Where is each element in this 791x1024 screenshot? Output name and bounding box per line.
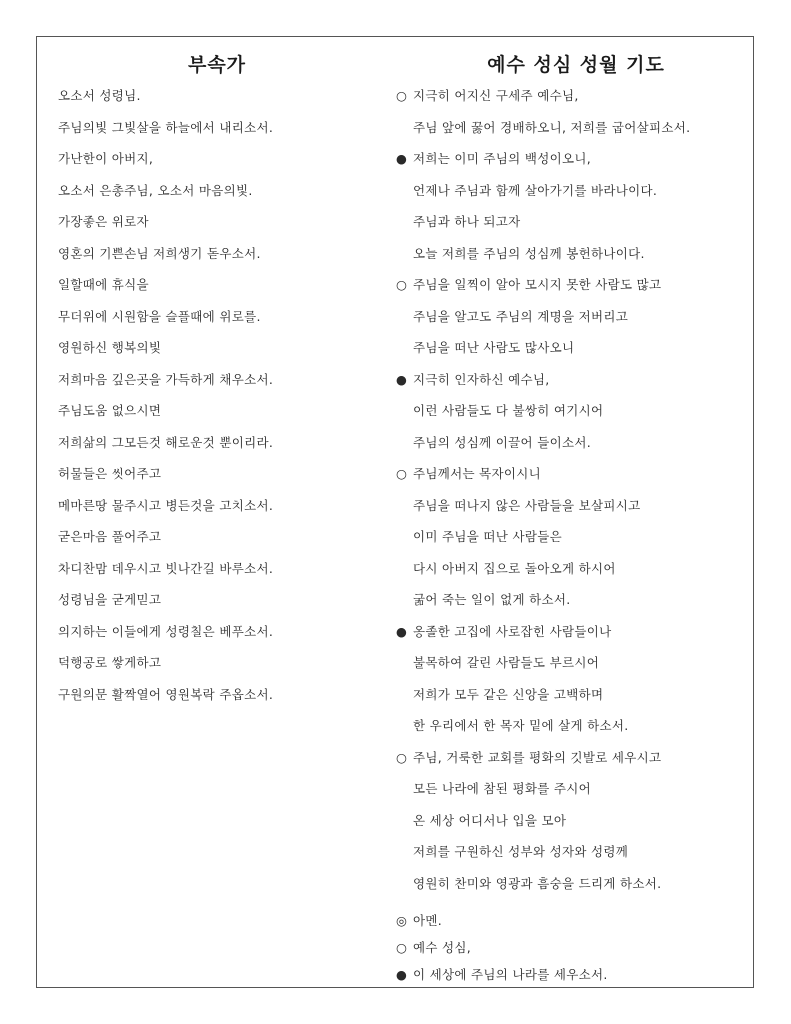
prayer-line: [396, 120, 690, 136]
hymn-line: 차디찬맘 데우시고 빗나간길 바루소서.: [58, 560, 274, 576]
prayer-line-text: 모든 나라에 참된 평화를 주시어: [413, 781, 591, 796]
prayer-line: [396, 750, 661, 766]
prayer-line: [396, 183, 657, 199]
prayer-line-text: 지극히 인자하신 예수님,: [413, 371, 550, 387]
prayer-line-text: 예수 성심,: [413, 940, 472, 955]
hymn-line: 허물들은 씻어주고: [58, 466, 162, 481]
prayer-line-text: 주님을 떠난 사람도 많사오니: [413, 340, 575, 355]
prayer-line-text: 주님 앞에 꿇어 경배하오니, 저희를 굽어살피소서.: [413, 119, 691, 135]
prayer-line-text: 오늘 저희를 주님의 성심께 봉헌하나이다.: [413, 245, 645, 261]
prayer-line: [396, 340, 574, 356]
prayer-line: [396, 655, 599, 671]
prayer-line-text: 옹졸한 고집에 사로잡힌 사람들이나: [413, 623, 612, 639]
hymn-line: 영혼의 기쁜손님 저희생기 돋우소서.: [58, 245, 261, 261]
double-circle-marker: ◎: [396, 913, 408, 928]
prayer-line: [396, 309, 628, 325]
filled-circle-marker: ●: [396, 967, 408, 982]
hymn-line: 의지하는 이들에게 성령칠은 베푸소서.: [58, 623, 274, 639]
prayer-line-text: 저희가 모두 같은 신앙을 고백하며: [413, 686, 604, 702]
prayer-line: [396, 498, 640, 514]
prayer-line-text: 주님을 떠나지 않은 사람들을 보살피시고: [413, 497, 641, 513]
filled-circle-marker: ●: [396, 623, 408, 639]
hymn-line: 가장좋은 위로자: [58, 214, 149, 229]
hymn-line: 주님의빛 그빛살을 하늘에서 내리소서.: [58, 119, 274, 135]
prayer-line: [396, 151, 591, 167]
prayer-line-text: 영원히 찬미와 영광과 흠숭을 드리게 하소서.: [413, 875, 662, 891]
prayer-line-text: 온 세상 어디서나 입을 모아: [413, 812, 567, 828]
prayer-line-text: 이미 주님을 떠난 사람들은: [413, 529, 562, 544]
hymn-line: 오소서 은총주님, 오소서 마음의빛.: [58, 182, 253, 198]
open-circle-marker: ○: [396, 940, 408, 955]
hymn-line: 주님도움 없으시면: [58, 403, 162, 418]
hymn-line: 구원의문 활짝열어 영원복락 주옵소서.: [58, 686, 274, 702]
prayer-line: [396, 781, 591, 797]
prayer-line: [396, 813, 566, 829]
open-circle-marker: ○: [396, 749, 408, 765]
hymn-line: 메마른땅 물주시고 병든것을 고치소서.: [58, 497, 274, 513]
hymn-line: 가난한이 아버지,: [58, 151, 154, 166]
prayer-line: [396, 913, 442, 929]
prayer-line-text: 저희를 구원하신 성부와 성자와 성령께: [413, 844, 629, 859]
prayer-line-text: 이런 사람들도 다 불쌍히 여기시어: [413, 403, 604, 418]
prayer-line: [396, 940, 471, 956]
filled-circle-marker: ●: [396, 151, 408, 166]
prayer-line: [396, 466, 541, 482]
hymn-line: 오소서 성령님.: [58, 88, 141, 103]
hymn-line: 영원하신 행복의빛: [58, 340, 162, 355]
prayer-line: [396, 372, 550, 388]
prayer-line-text: 언제나 주님과 함께 살아가기를 바라나이다.: [413, 182, 658, 198]
prayer-line: [396, 529, 562, 545]
hymn-line: 성령님을 굳게믿고: [58, 592, 162, 607]
open-circle-marker: ○: [396, 466, 408, 481]
prayer-line: [396, 967, 608, 983]
prayer-line-text: 굶어 죽는 일이 없게 하소서.: [413, 592, 571, 607]
prayer-line: [396, 561, 616, 577]
prayer-line: [396, 844, 628, 860]
prayer-sheet: [36, 36, 754, 988]
open-circle-marker: ○: [396, 277, 408, 292]
hymn-line: 덕행공로 쌓게하고: [58, 655, 162, 670]
prayer-line-text: 아멘.: [413, 913, 443, 928]
hymn-line: 무더위에 시원함을 슬플때에 위로를.: [58, 308, 261, 324]
prayer-line: [396, 876, 661, 892]
prayer-line-text: 이 세상에 주님의 나라를 세우소서.: [413, 967, 608, 982]
prayer-line-text: 주님께서는 목자이시니: [413, 466, 542, 481]
prayer-line: [396, 435, 591, 451]
prayer-line: [396, 592, 571, 608]
prayer-line-text: 불목하여 갈린 사람들도 부르시어: [413, 655, 600, 670]
hymn-line: 일할때에 휴식을: [58, 277, 149, 292]
prayer-line: [396, 88, 579, 104]
prayer-line-text: 주님의 성심께 이끌어 들이소서.: [413, 434, 591, 450]
prayer-line: [396, 214, 521, 230]
prayer-line-text: 주님을 일찍이 알아 모시지 못한 사람도 많고: [413, 277, 662, 292]
filled-circle-marker: ●: [396, 371, 408, 387]
left-column-title: 부속가: [187, 54, 247, 76]
open-circle-marker: ○: [396, 88, 408, 103]
prayer-line-text: 다시 아버지 집으로 돌아오게 하시어: [413, 560, 616, 576]
prayer-line-text: 지극히 어지신 구세주 예수님,: [413, 88, 579, 103]
prayer-line: [396, 246, 645, 262]
prayer-line-text: 주님을 알고도 주님의 계명을 저버리고: [413, 308, 629, 324]
prayer-line: [396, 624, 611, 640]
prayer-line-text: 주님과 하나 되고자: [413, 214, 521, 229]
right-column-title: 예수 성심 성월 기도: [487, 54, 665, 76]
hymn-line: 저희삶의 그모든것 해로운것 뿐이리라.: [58, 434, 274, 450]
prayer-line: [396, 718, 629, 734]
hymn-line: 저희마음 깊은곳을 가득하게 채우소서.: [58, 371, 274, 387]
prayer-line: [396, 277, 661, 293]
prayer-line: [396, 687, 603, 703]
prayer-line-text: 저희는 이미 주님의 백성이오니,: [413, 151, 591, 166]
prayer-line-text: 한 우리에서 한 목자 밑에 살게 하소서.: [413, 718, 629, 733]
hymn-line: 굳은마음 풀어주고: [58, 529, 162, 544]
prayer-line-text: 주님, 거룩한 교회를 평화의 깃발로 세우시고: [413, 749, 662, 765]
prayer-line: [396, 403, 603, 419]
